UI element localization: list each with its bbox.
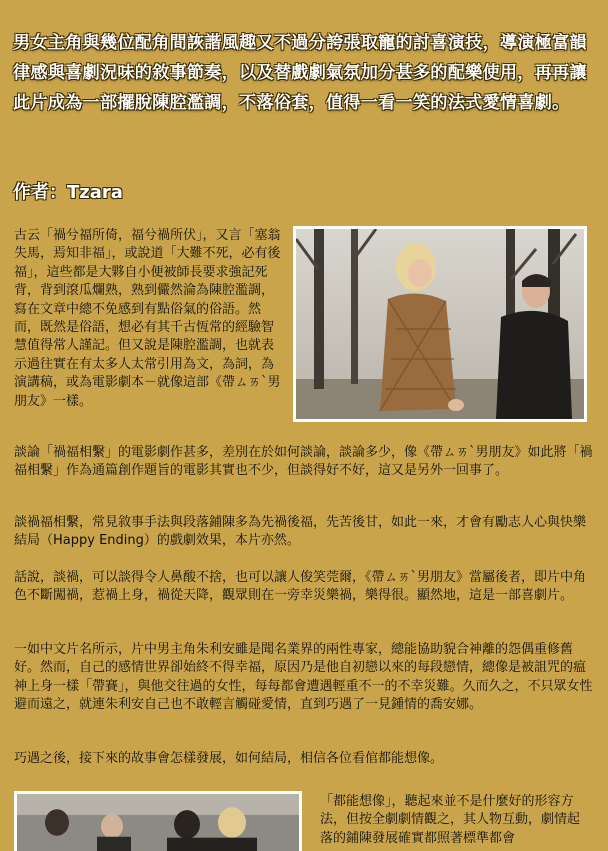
film-still-couple-park-image — [296, 229, 584, 419]
body-paragraph-5: 一如中文片名所示，片中男主角朱利安雖是聞名業界的兩性專家，總能協助貌合神離的怨偶重修舊好。然而，自己的感情世界卻始終不得幸福，原因乃是他自初戀以來的每段戀情，總像是被詛咒的瘟神上身一樣「帶賽」，與他交往過的女性，每每都會遭遇輕重不一的不幸災難。久而久之，不只眾女性避而遠之，就連朱利安自己也不敢輕言觸碰愛情，直到巧遇了一見鍾情的喬安娜。 — [14, 642, 593, 713]
film-still-couple-park — [293, 226, 587, 422]
intro-paragraph: 男女主角與幾位配角間詼諧風趣又不過分誇張取寵的討喜演技，導演極富韻律感與喜劇況味的敘事節奏，以及替戲劇氣氛加分甚多的配樂使用，再再讓此片成為一部擺脫陳腔濫調，不落俗套，值得一看一笑的法式愛情喜劇。 — [13, 33, 587, 113]
body-paragraph-2: 談論「禍福相繫」的電影劇作甚多，差別在於如何談論，談論多少，像《帶ㄙㄞˋ男朋友》如此將「禍福相繫」作為通篇創作題旨的電影其實也不少，但談得好不好，這又是另外一回事了。 — [14, 445, 593, 479]
film-still-dinner-scene — [14, 791, 302, 851]
body-paragraph-7: 「都能想像」，聽起來並不是什麼好的形容方法，但按全劇劇情觀之，其人物互動，劇情起落的鋪陳發展確實都照著標準都會 — [320, 794, 581, 846]
author-heading: 作者：Tzara — [13, 182, 123, 203]
body-paragraph-1: 古云「禍兮福所倚，福兮禍所伏」，又言「塞翁失馬，焉知非福」，或說道「大難不死，必有後福」，這些都是大夥自小便被師長要求強記死背，背到滾瓜爛熟，熟到儼然淪為陳腔濫調，寫在文章中總不免感到有點俗氣的俗語。然而，既然是俗語，想必有其千古恆常的經驗智慧值得常人謹記。但又說是陳腔濫調，也就表示過往實在有太多人太常引用為文，為詞，為演講稿，或為電影劇本－就像這部《帶ㄙㄞˋ男朋友》一樣。 — [14, 228, 281, 409]
body-paragraph-4: 話說，談禍，可以談得令人鼻酸不捨，也可以讓人俊笑莞爾，《帶ㄙㄞˋ男朋友》當屬後者，即片中角色不斷闖禍，惹禍上身，禍從天降，觀眾則在一旁幸災樂禍，樂得很。顯然地，這是一部喜劇片。 — [14, 570, 587, 604]
body-paragraph-6: 巧遇之後，接下來的故事會怎樣發展，如何結局，相信各位看倌都能想像。 — [14, 751, 444, 766]
film-still-dinner-scene-image — [17, 794, 299, 851]
body-paragraph-3: 談禍福相繫，常見敘事手法與段落鋪陳多為先禍後福，先苦後甘，如此一來，才會有勵志人心與快樂結局（Happy Ending）的戲劇效果，本片亦然。 — [14, 515, 587, 549]
